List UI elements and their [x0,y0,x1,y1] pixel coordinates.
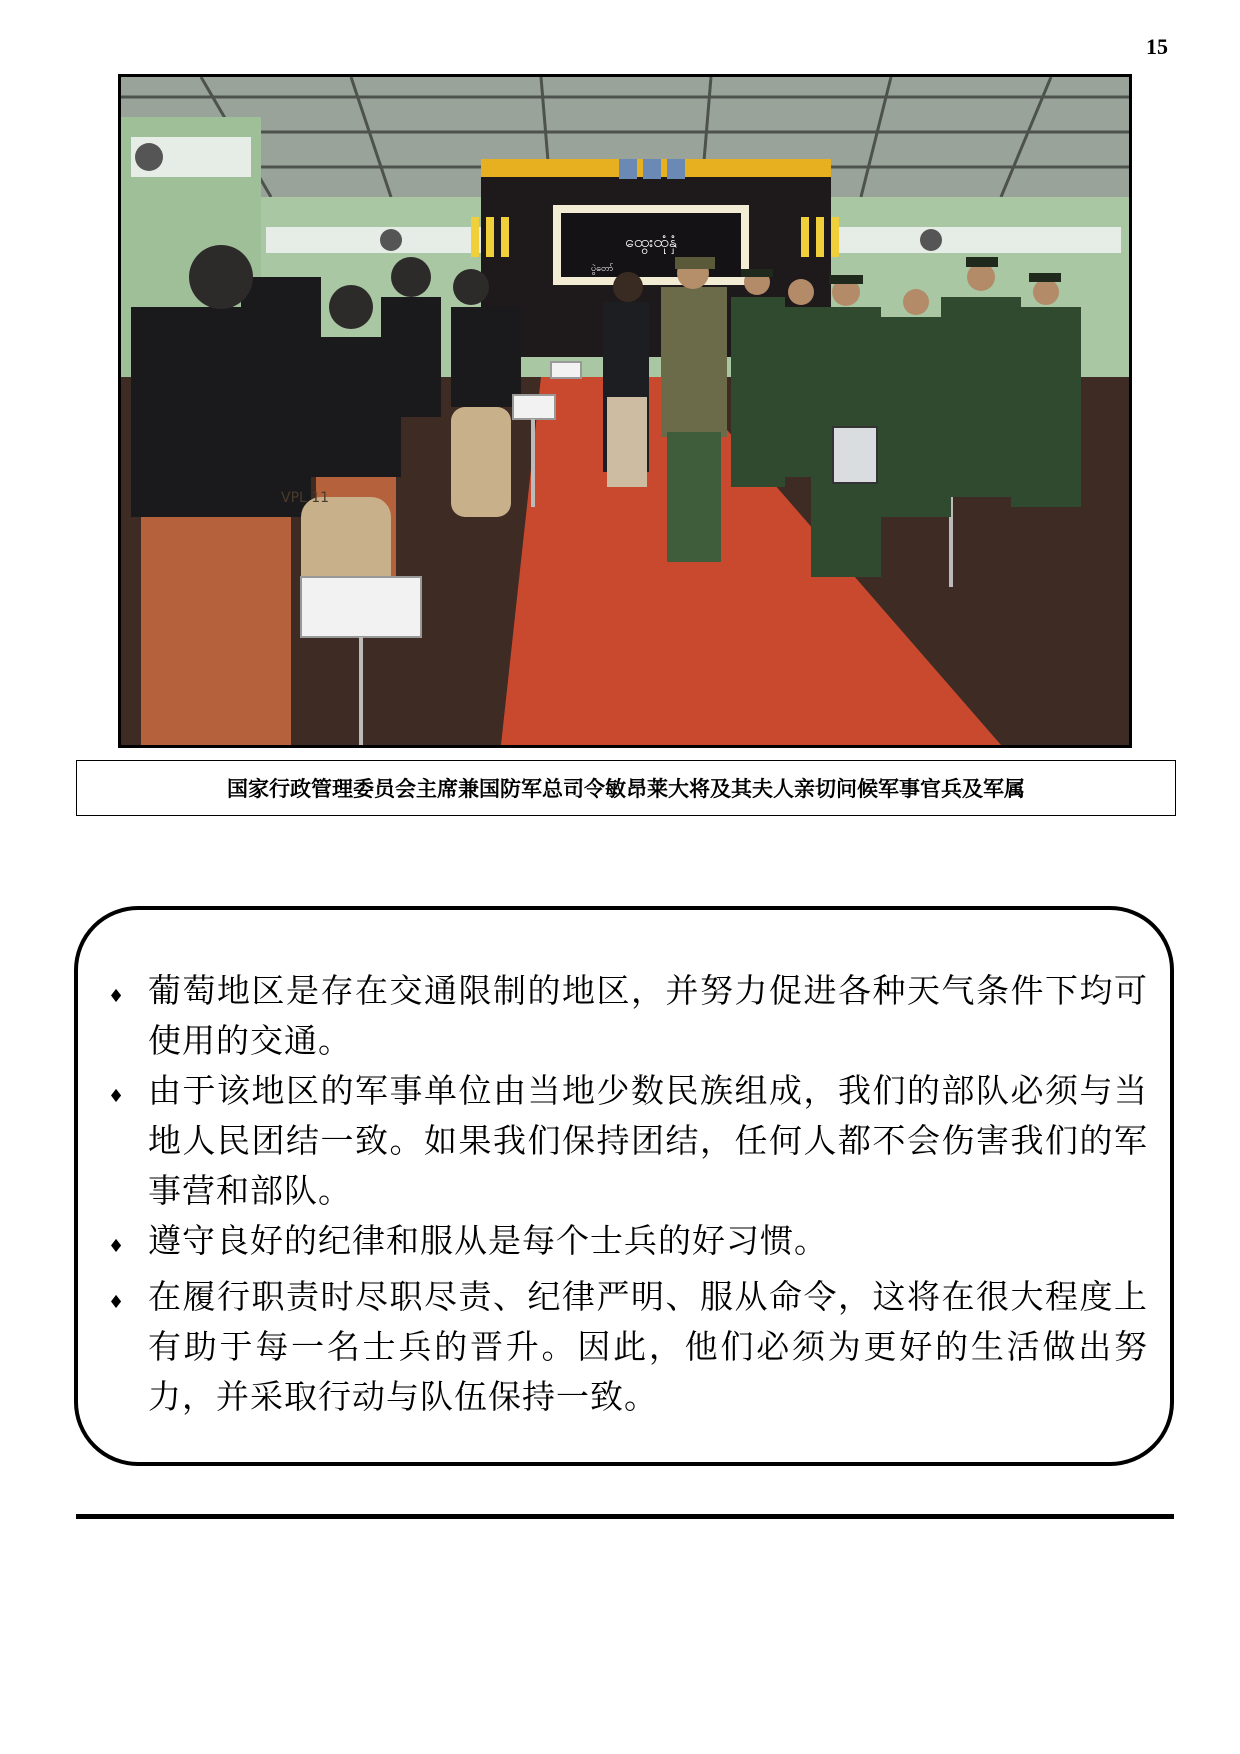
diamond-bullet-icon: ♦ [108,986,125,1007]
bullet-text: 在履行职责时尽职尽责、纪律严明、服从命令，这将在很大程度上有助于每一名士兵的晋升。因此，他们必须为更好的生活做出努力，并采取行动与队伍保持一致。 [148,1277,1148,1416]
page-number: 15 [1146,34,1168,59]
footer-divider [76,1514,1174,1519]
key-points-list [108,966,1148,1422]
diamond-bullet-icon: ♦ [108,1292,125,1313]
event-photo [118,74,1132,748]
key-points-box [74,906,1174,1466]
hall-scene-image [121,77,1129,745]
list-item [108,1216,1148,1272]
signboard-text: ထွေးထုံနှံ [625,232,677,251]
signboard-subtext: ပွဲတော် [591,264,614,274]
list-item [108,966,1148,1066]
list-item [108,1066,1148,1216]
bullet-text: 遵守良好的纪律和服从是每个士兵的好习惯。 [148,1221,828,1260]
diamond-bullet-icon: ♦ [108,1236,125,1257]
bullet-text: 由于该地区的军事单位由当地少数民族组成，我们的部队必须与当地人民团结一致。如果我们保持团结，任何人都不会伤害我们的军事营和部队。 [148,1071,1148,1210]
diamond-bullet-icon: ♦ [108,1086,125,1107]
bullet-text: 葡萄地区是存在交通限制的地区，并努力促进各种天气条件下均可使用的交通。 [148,971,1148,1060]
chair-number: VPL 11 [281,490,330,506]
list-item [108,1272,1148,1422]
photo-caption: 国家行政管理委员会主席兼国防军总司令敏昂莱大将及其夫人亲切问候军事官兵及军属 [76,760,1176,816]
